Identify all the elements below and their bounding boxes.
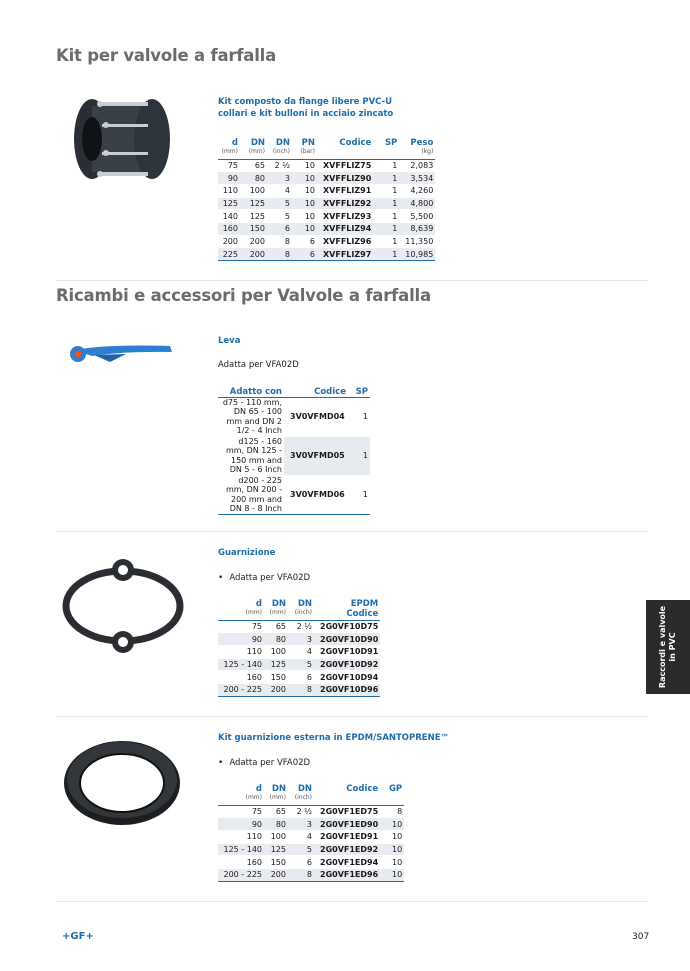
kit-esterna-desc: • Adatta per VFA02D	[218, 758, 310, 768]
table-row: 75 65 2 ½ 10 XVFFLIZ75 1 2,083	[218, 159, 435, 172]
table-row: 125 - 140 125 5 2G0VF10D92	[218, 658, 380, 671]
flange-kit-image	[62, 94, 182, 184]
seal-ring-image	[60, 733, 184, 829]
guarnizione-table	[218, 597, 380, 697]
unit: (bar)	[292, 148, 317, 159]
col-dn-mm: DN	[250, 138, 265, 148]
col-dn-inch: DN	[297, 784, 312, 794]
table-row: 110 100 4 2G0VF1ED91 10	[218, 830, 404, 843]
col-d: d	[255, 784, 262, 794]
divider	[56, 531, 648, 532]
col-codice: Codice	[339, 138, 372, 148]
unit: (mm)	[218, 609, 264, 620]
col-epdm: EPDM	[350, 599, 379, 609]
table-row: 110 100 4 2G0VF10D91	[218, 645, 380, 658]
table-row: 200 200 8 6 XVFFLIZ96 1 11,350	[218, 235, 435, 248]
table-row: d200 - 225 mm, DN 200 - 200 mm and DN 8 - 8 Inch 3V0VFMD06 1	[218, 475, 370, 514]
unit: (kg)	[399, 148, 435, 159]
unit	[317, 148, 373, 159]
table-row: 90 80 3 2G0VF1ED90 10	[218, 818, 404, 831]
col-dn-mm: DN	[271, 784, 286, 794]
table-row: 125 - 140 125 5 2G0VF1ED92 10	[218, 843, 404, 856]
col-codice: Codice	[284, 386, 348, 397]
table-row: 90 80 3 2G0VF10D90	[218, 633, 380, 646]
col-dn-inch: DN	[275, 138, 290, 148]
leva-table	[218, 386, 370, 515]
section-title-kit: Kit per valvole a farfalla	[56, 46, 277, 65]
leva-title: Leva	[218, 336, 241, 346]
unit: (mm)	[218, 794, 264, 805]
col-dn-inch: DN	[297, 599, 312, 609]
guarnizione-desc: • Adatta per VFA02D	[218, 573, 310, 583]
leva-desc: Adatta per VFA02D	[218, 360, 299, 370]
table-row: 200 - 225 200 8 2G0VF10D96	[218, 683, 380, 696]
kit-esterna-title: Kit guarnizione esterna in EPDM/SANTOPRENE™	[218, 733, 450, 743]
unit: (inch)	[288, 609, 314, 620]
unit	[380, 794, 404, 805]
table-row: 160 150 6 2G0VF10D94	[218, 671, 380, 684]
col-d: d	[231, 138, 238, 148]
unit: (mm)	[264, 609, 288, 620]
kit-table	[218, 136, 435, 261]
table-row: d75 - 110 mm, DN 65 - 100 mm and DN 2 1/2 - 4 Inch 3V0VFMD04 1	[218, 397, 370, 436]
col-adatto: Adatto con	[218, 386, 284, 397]
col-peso: Peso	[410, 138, 434, 148]
table-row: d125 - 160 mm, DN 125 - 150 mm and DN 5 - 6 Inch 3V0VFMD05 1	[218, 436, 370, 475]
kit-esterna-table	[218, 782, 404, 882]
side-tab-label: Raccordi e valvole in PVC	[658, 605, 677, 689]
guarnizione-title: Guarnizione	[218, 548, 276, 558]
table-row: 200 - 225 200 8 2G0VF1ED96 10	[218, 868, 404, 881]
col-gp: GP	[388, 784, 403, 794]
table-row: 160 150 6 10 XVFFLIZ94 1 8,639	[218, 222, 435, 235]
table-row: 110 100 4 10 XVFFLIZ91 1 4,260	[218, 184, 435, 197]
table-row: 90 80 3 10 XVFFLIZ90 1 3,534	[218, 172, 435, 185]
side-tab	[646, 600, 690, 694]
lever-image	[66, 336, 176, 366]
table-row: 125 125 5 10 XVFFLIZ92 1 4,800	[218, 197, 435, 210]
divider	[56, 901, 648, 902]
unit: (inch)	[288, 794, 314, 805]
col-codice: Codice	[314, 609, 380, 620]
col-pn: PN	[301, 138, 315, 148]
col-sp: SP	[348, 386, 370, 397]
page-number: 307	[632, 932, 650, 942]
unit: (inch)	[267, 148, 292, 159]
col-dn-mm: DN	[271, 599, 286, 609]
section-title-ricambi: Ricambi e accessori per Valvole a farfalla	[56, 286, 431, 305]
unit	[373, 148, 399, 159]
col-sp: SP	[384, 138, 398, 148]
col-d: d	[255, 599, 262, 609]
gf-logo: +GF+	[62, 931, 94, 942]
table-row: 225 200 8 6 XVFFLIZ97 1 10,985	[218, 248, 435, 261]
unit: (mm)	[264, 794, 288, 805]
gasket-image	[62, 550, 184, 662]
unit	[314, 794, 380, 805]
divider	[56, 280, 648, 281]
table-row: 140 125 5 10 XVFFLIZ93 1 5,500	[218, 210, 435, 223]
col-codice: Codice	[346, 784, 379, 794]
divider	[56, 716, 648, 717]
unit: (mm)	[218, 148, 240, 159]
unit: (mm)	[240, 148, 267, 159]
table-row: 160 150 6 2G0VF1ED94 10	[218, 856, 404, 869]
table-row: 75 65 2 ½ 2G0VF1ED75 8	[218, 805, 404, 818]
table-row: 75 65 2 ½ 2G0VF10D75	[218, 620, 380, 633]
kit-title: Kit composto da flange libere PVC-U collari e kit bulloni in acciaio zincato	[218, 97, 394, 119]
